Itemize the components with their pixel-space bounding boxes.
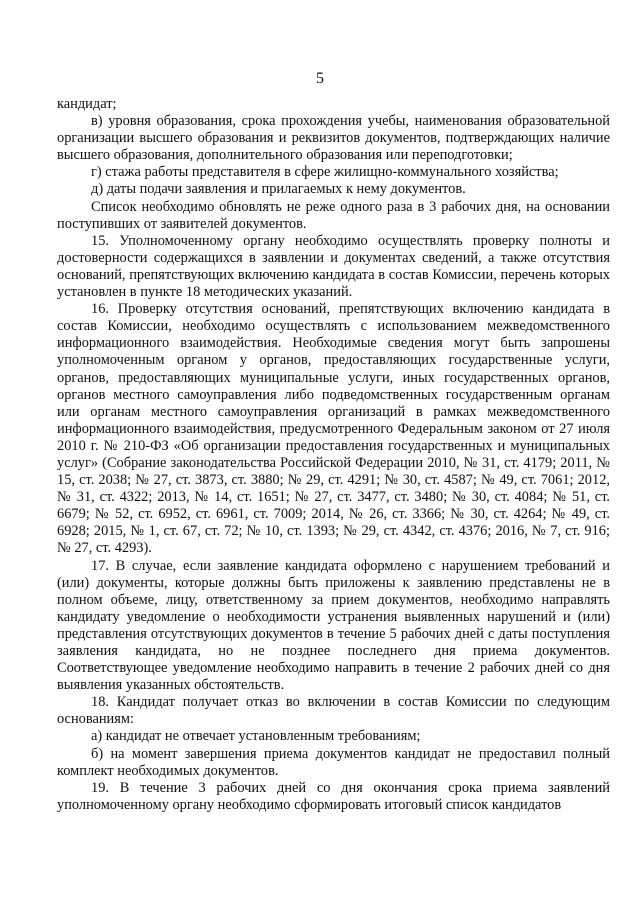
paragraph: 17. В случае, если заявление кандидата оформлено с нарушением требований и (или) документы, которые должны быть приложены к заявлению представлены не в полном объеме, лицу, ответственному за прием документов, необходимо направлять кандидату уведомление о необходимости устранения выявленных нарушений и (или) представления отсутствующих документов в течение 5 рабочих дней с даты поступления заявления кандидата, но не позднее последнего дня приема документов. Соответствующее уведомление необходимо направить в течение 2 рабочих дней со дня выявления указанных обстоятельств. <box>57 557 610 694</box>
paragraph: Список необходимо обновлять не реже одного раза в 3 рабочих дня, на основании поступивших от заявителей документов. <box>57 198 610 232</box>
paragraph: г) стажа работы представителя в сфере жилищно-коммунального хозяйства; <box>91 164 559 181</box>
paragraph: 19. В течение 3 рабочих дней со дня окончания срока приема заявлений уполномоченному органу необходимо сформировать итоговый список кандидатов <box>57 779 610 813</box>
paragraph: б) на момент завершения приема документов кандидат не предоставил полный комплект необходимых документов. <box>57 745 610 779</box>
paragraph: 16. Проверку отсутствия оснований, препятствующих включению кандидата в состав Комиссии, необходимо осуществлять с использованием межведомственного информационного взаимодействия. Необходимые сведения могут быть запрошены уполномоченным органом у органов, предоставляющих государственные услуги, органов, предоставляющих муниципальные услуги, иных государственных органов, органов местного самоуправления либо подведомственных государственным органам или органам местного самоуправления организаций в рамках межведомственного информационного взаимодействия, предусмотренного Федеральным законом от 27 июля 2010 г. № 210-ФЗ «Об организации предоставления государственных и муниципальных услуг» (Собрание законодательства Российской Федерации 2010, № 31, ст. 4179; 2011, № 15, ст. 2038; № 27, ст. 3873, ст. 3880; № 29, ст. 4291; № 30, ст. 4587; № 49, ст. 7061; 2012, № 31, ст. 4322; 2013, № 14, ст. 1651; № 27, ст. 3477, ст. 3480; № 30, ст. 4084; № 51, ст. 6679; № 52, ст. 6952, ст. 6961, ст. 7009; 2014, № 26, ст. 3366; № 30, ст. 4264; № 49, ст. 6928; 2015, № 1, ст. 67, ст. 72; № 10, ст. 1393; № 29, ст. 4342, ст. 4376; 2016, № 7, ст. 916; № 27, ст. 4293). <box>57 301 610 557</box>
paragraph: в) уровня образования, срока прохождения учебы, наименования образовательной организации высшего образования и реквизитов документов, подтверждающих наличие высшего образования, дополнительного образования или переподготовки; <box>57 113 610 164</box>
paragraph: кандидат; <box>57 96 117 112</box>
page-number: 5 <box>316 70 324 87</box>
document-body <box>57 96 610 814</box>
paragraph: д) даты подачи заявления и прилагаемых к нему документов. <box>91 181 466 198</box>
paragraph: а) кандидат не отвечает установленным требованиям; <box>91 728 421 745</box>
paragraph: 15. Уполномоченному органу необходимо осуществлять проверку полноты и достоверности содержащихся в заявлении и документах сведений, а также отсутствия оснований, препятствующих включению кандидата в состав Комиссии, перечень которых установлен в пункте 18 методических указаний. <box>57 232 610 301</box>
paragraph: 18. Кандидат получает отказ во включении в состав Комиссии по следующим основаниям: <box>57 694 610 728</box>
